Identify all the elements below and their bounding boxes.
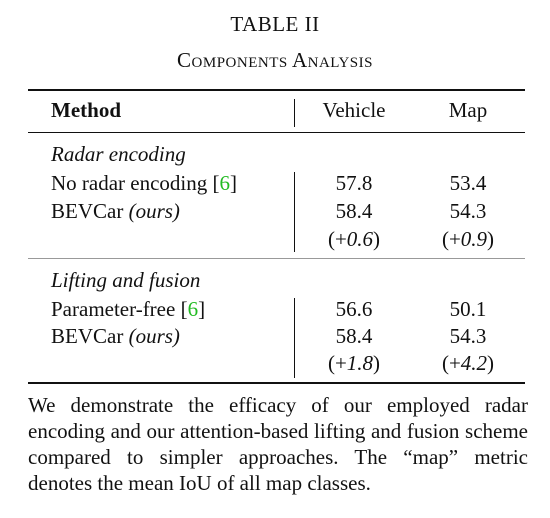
bottom-rule	[28, 382, 525, 384]
citation-link[interactable]: 6	[187, 297, 199, 321]
map-value: 54.3	[449, 199, 487, 223]
column-separator	[294, 298, 295, 378]
header-rule	[28, 132, 525, 133]
header-method: Method	[51, 98, 121, 122]
vehicle-delta: (+0.6)	[327, 227, 381, 251]
section-heading: Lifting and fusion	[51, 268, 201, 292]
vehicle-value: 56.6	[335, 297, 373, 321]
method-cell: No radar encoding [6]	[51, 171, 238, 195]
table-footnote: We demonstrate the efficacy of our employed radar encoding and our attention-based lifting and fusion scheme compared to simpler approaches. The “map” metric denotes the mean IoU of all map classes.	[28, 393, 528, 495]
vehicle-value: 57.8	[335, 171, 373, 195]
method-cell: BEVCar (ours)	[51, 324, 180, 348]
vehicle-delta: (+1.8)	[327, 351, 381, 375]
vehicle-value: 58.4	[335, 199, 373, 223]
header-map: Map	[448, 98, 488, 122]
section-heading: Radar encoding	[51, 142, 186, 166]
method-cell: Parameter-free [6]	[51, 297, 206, 321]
method-cell: BEVCar (ours)	[51, 199, 180, 223]
map-delta: (+0.9)	[441, 227, 495, 251]
table-number: TABLE II	[230, 12, 320, 36]
map-delta: (+4.2)	[441, 351, 495, 375]
table-caption-title: COMPONENTS ANALYSIS	[177, 48, 373, 72]
map-value: 54.3	[449, 324, 487, 348]
map-value: 50.1	[449, 297, 487, 321]
header-vehicle: Vehicle	[322, 98, 386, 122]
map-value: 53.4	[449, 171, 487, 195]
column-separator	[294, 172, 295, 252]
vehicle-value: 58.4	[335, 324, 373, 348]
section-rule	[28, 258, 525, 259]
top-rule	[28, 89, 525, 91]
citation-link[interactable]: 6	[219, 171, 231, 195]
